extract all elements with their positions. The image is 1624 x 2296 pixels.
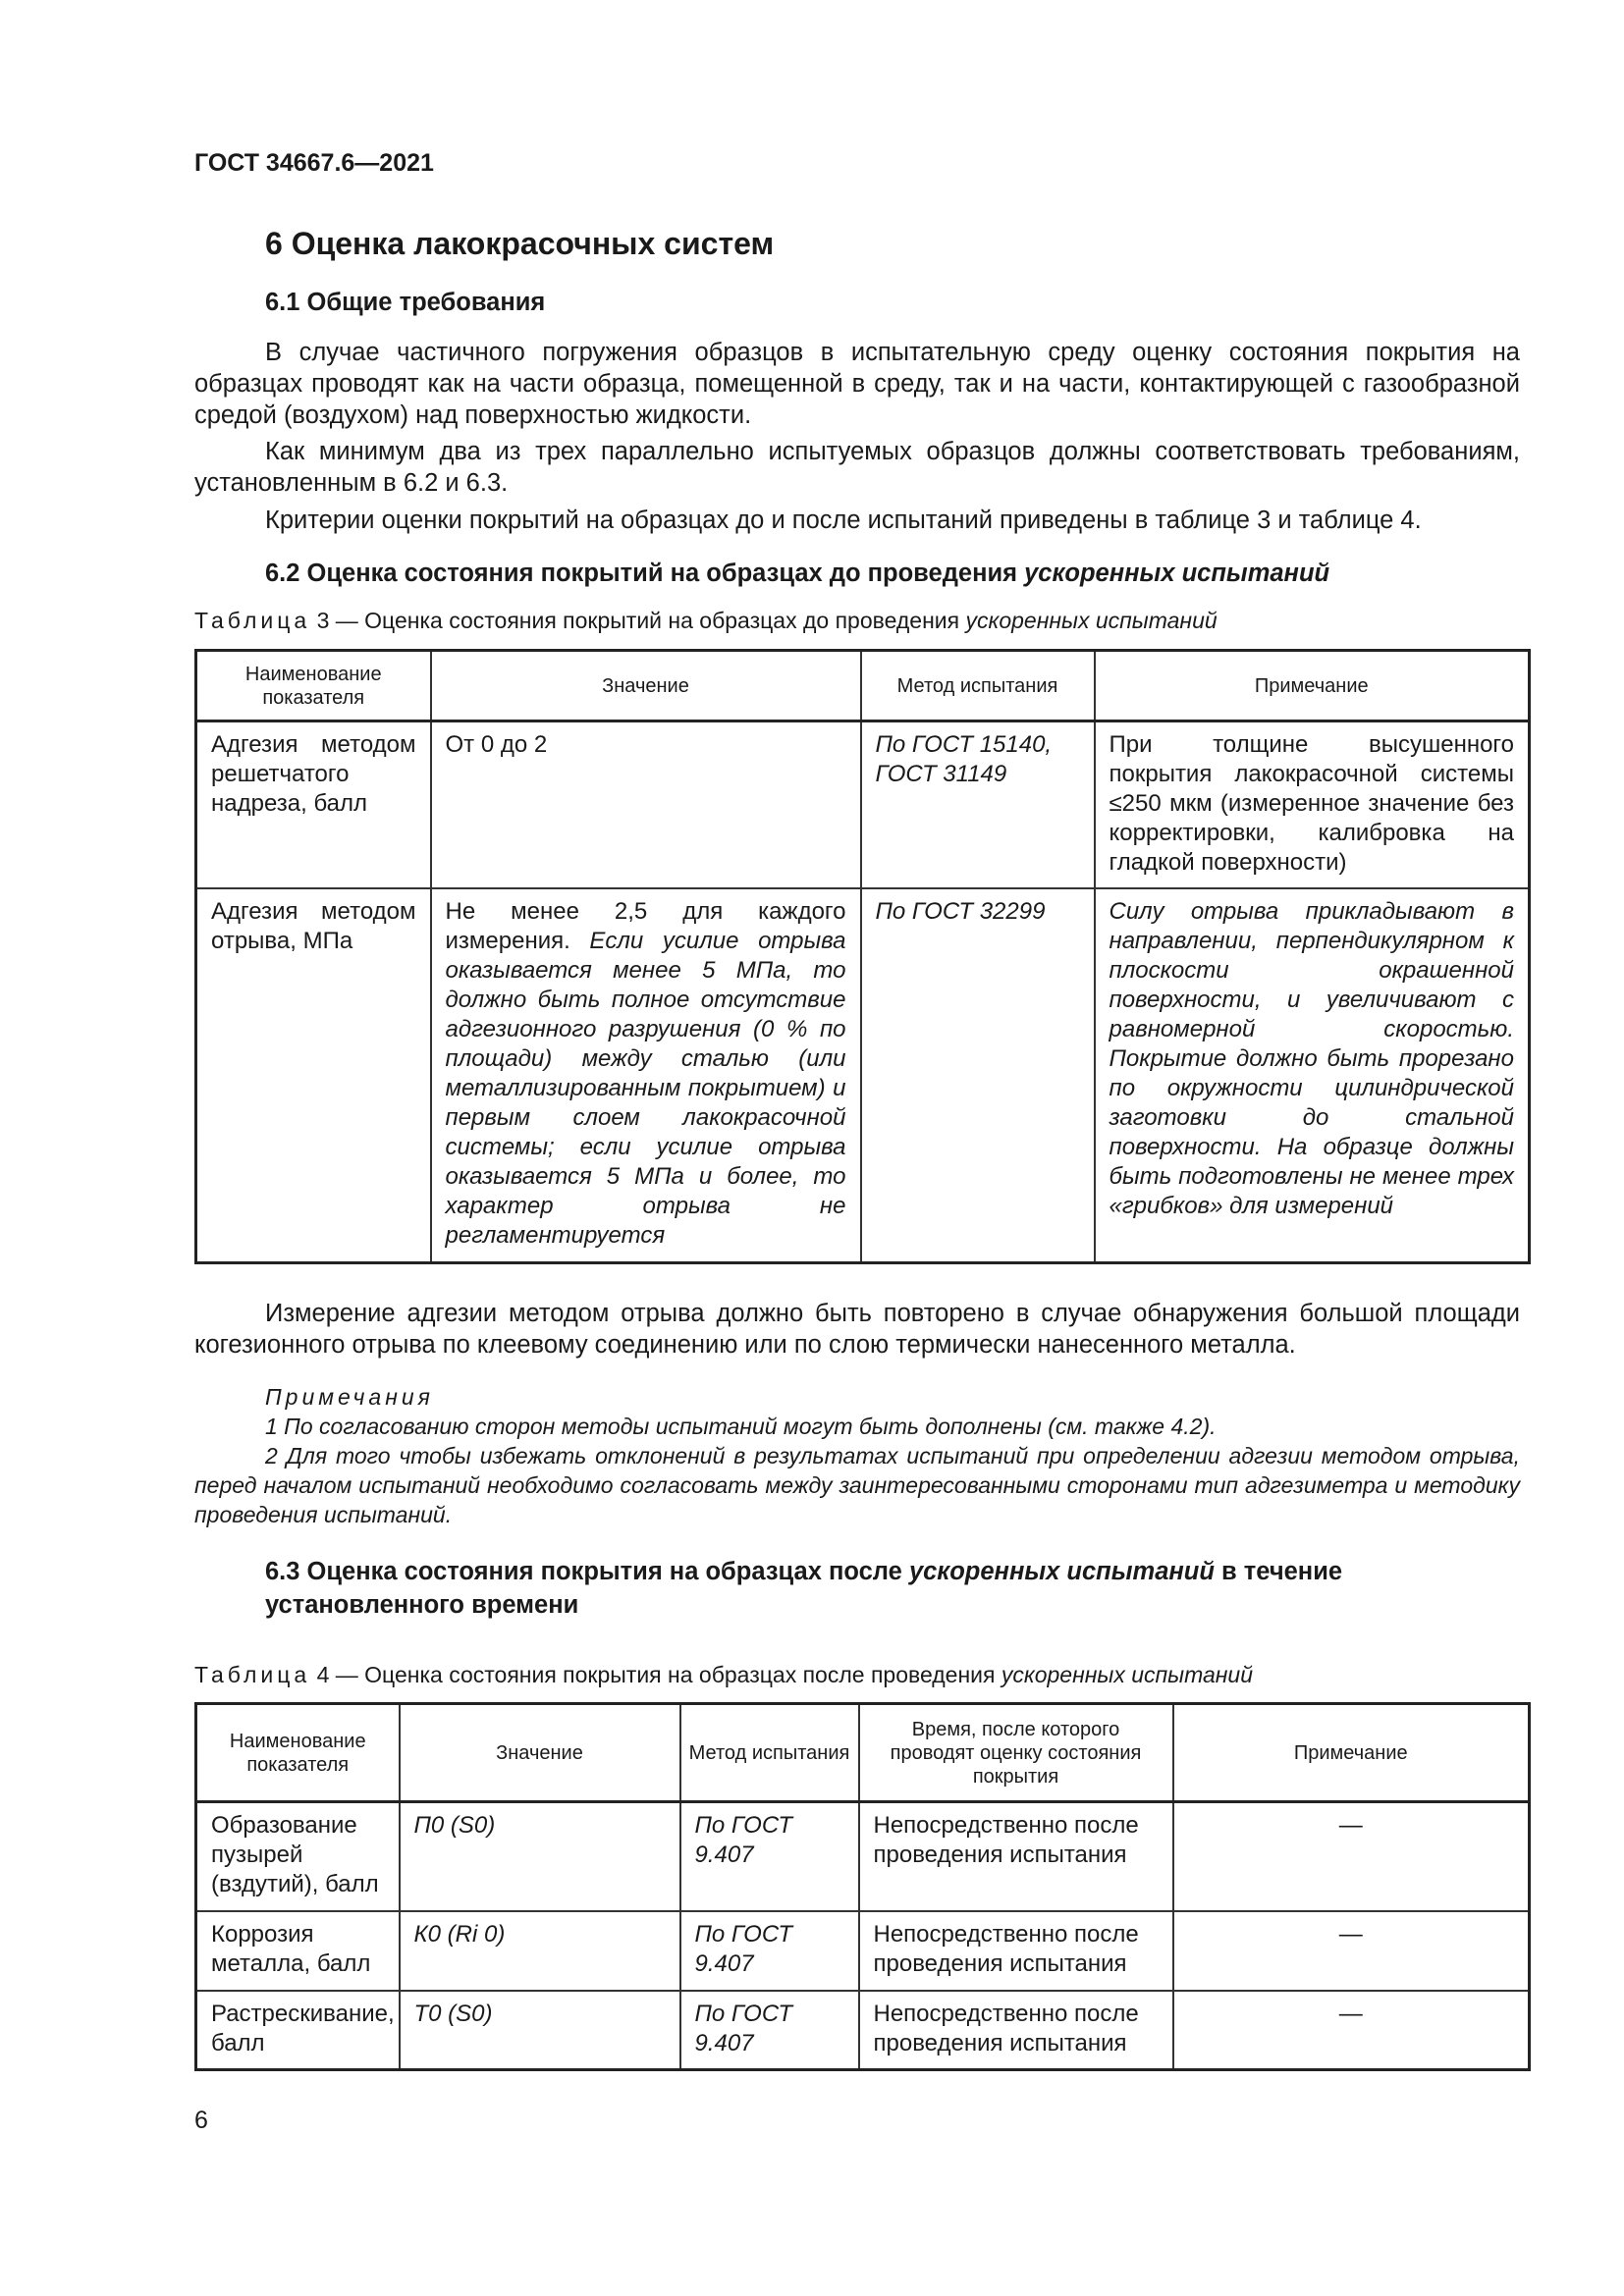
table-3-cell-value xyxy=(431,888,861,1263)
table-4-cell-value: К0 (Ri 0) xyxy=(400,1911,680,1991)
section-6-2-title-italic: ускоренных испытаний xyxy=(1024,560,1330,587)
section-6-3-title-plain-2: в течение установленного времени xyxy=(265,1558,1343,1619)
note-2: 2 Для того чтобы избежать отклонений в результатах испытаний при определении адгезии методом отрыва, перед началом испытаний необходимо согласовать между заинтересованными сторонами тип адгезиметра и методику проведения испытаний. xyxy=(194,1443,1520,1527)
table-4-cell-name: Растрескивание, балл xyxy=(196,1991,400,2070)
table-4-caption-italic: ускоренных испытаний xyxy=(1001,1662,1254,1687)
table-4-header-row xyxy=(196,1704,1530,1802)
table-3-cell-name: Адгезия методом отрыва, МПа xyxy=(196,888,431,1263)
table-3-header-name: Наименование показателя xyxy=(196,651,431,721)
table-4-caption-label: Таблица xyxy=(194,1662,311,1687)
table-row xyxy=(196,1802,1530,1911)
table-row xyxy=(196,888,1530,1263)
table-row xyxy=(196,1911,1530,1991)
table-4-cell-time: Непосредственно после проведения испытания xyxy=(859,1802,1173,1911)
table-3-cell-value-text: Не менее 2,5 для каждого измерения. xyxy=(445,897,846,954)
section-6-3-title xyxy=(265,1555,1492,1622)
table-3-cell-method: По ГОСТ 15140, ГОСТ 31149 xyxy=(861,721,1095,888)
table-3-caption-italic: ускоренных испытаний xyxy=(965,608,1218,633)
table-3-header-value: Значение xyxy=(431,651,861,721)
notes-block xyxy=(194,1382,1520,1529)
section-6-3-title-plain: 6.3 Оценка состояния покрытия на образцах после xyxy=(265,1558,909,1585)
table-row xyxy=(196,721,1530,888)
page-number: 6 xyxy=(194,2107,208,2134)
table-4-header-method: Метод испытания xyxy=(680,1704,859,1802)
section-6-3-title-italic: ускоренных испытаний xyxy=(908,1558,1215,1585)
table-4-header-note: Примечание xyxy=(1173,1704,1530,1802)
table-4-cell-note: — xyxy=(1173,1991,1530,2070)
paragraph-adhesion-repeat: Измерение адгезии методом отрыва должно быть повторено в случае обнаружения большой площади когезионного отрыва по клеевому соединению или по слою термически нанесенного металла. xyxy=(194,1300,1520,1359)
table-3-header-note: Примечание xyxy=(1095,651,1530,721)
document-code: ГОСТ 34667.6—2021 xyxy=(194,149,434,177)
table-4-cell-method: По ГОСТ 9.407 xyxy=(680,1802,859,1911)
table-4-caption-text: 4 — Оценка состояния покрытия на образцах после проведения xyxy=(310,1662,1001,1687)
section-6-2-title xyxy=(265,560,1329,588)
table-4 xyxy=(194,1702,1531,2071)
table-3-cell-value-text: От 0 до 2 xyxy=(445,731,548,758)
table-4-cell-note: — xyxy=(1173,1802,1530,1911)
table-3-header-row xyxy=(196,651,1530,721)
table-4-header-name: Наименование показателя xyxy=(196,1704,400,1802)
paragraph-two-of-three: Как минимум два из трех параллельно испытуемых образцов должны соответствовать требованиям, установленным в 6.2 и 6.3. xyxy=(194,438,1520,497)
table-4-cell-value: Т0 (S0) xyxy=(400,1991,680,2070)
table-4-header-time: Время, после которого проводят оценку состояния покрытия xyxy=(859,1704,1173,1802)
table-3-caption-label: Таблица xyxy=(194,608,311,633)
table-4-caption xyxy=(194,1662,1253,1688)
section-6-2-title-plain: 6.2 Оценка состояния покрытий на образцах до проведения xyxy=(265,560,1025,587)
table-3-cell-method: По ГОСТ 32299 xyxy=(861,888,1095,1263)
table-3-cell-value xyxy=(431,721,861,888)
note-1: 1 По согласованию сторон методы испытаний могут быть дополнены (см. также 4.2). xyxy=(265,1414,1217,1439)
table-4-cell-time: Непосредственно после проведения испытания xyxy=(859,1911,1173,1991)
table-3-cell-value-italic: Если усилие отрыва оказывается менее 5 МПа, то должно быть полное отсутствие адгезионного разрушения (0 % по площади) между сталью (или металлизированным покрытием) и первым слоем лакокрасочной системы; если усилие отрыва оказывается 5 МПа и более, то характер отрыва не регламентируется xyxy=(445,927,846,1249)
table-3-cell-name: Адгезия методом решетчатого надреза, балл xyxy=(196,721,431,888)
table-row xyxy=(196,1991,1530,2070)
paragraph-criteria: Критерии оценки покрытий на образцах до и после испытаний приведены в таблице 3 и таблице 4. xyxy=(265,507,1422,534)
table-4-cell-time: Непосредственно после проведения испытания xyxy=(859,1991,1173,2070)
table-4-cell-method: По ГОСТ 9.407 xyxy=(680,1911,859,1991)
section-6-title: 6 Оценка лакокрасочных систем xyxy=(265,226,775,261)
table-3-cell-note: При толщине высушенного покрытия лакокрасочной системы ≤250 мкм (измеренное значение без корректировки, калибровка на гладкой поверхности) xyxy=(1095,721,1530,888)
notes-title: Примечания xyxy=(265,1384,434,1410)
table-4-cell-value: П0 (S0) xyxy=(400,1802,680,1911)
table-3-header-method: Метод испытания xyxy=(861,651,1095,721)
table-3-cell-note: Силу отрыва прикладывают в направлении, перпендикулярном к плоскости окрашенной поверхности, и увеличивают с равномерной скоростью. Покрытие должно быть прорезано по окружности цилиндрической заготовки до стальной поверхности. На образце должны быть подготовлены не менее трех «грибков» для измерений xyxy=(1095,888,1530,1263)
table-4-cell-note: — xyxy=(1173,1911,1530,1991)
table-4-cell-method: По ГОСТ 9.407 xyxy=(680,1991,859,2070)
section-6-1-title: 6.1 Общие требования xyxy=(265,289,546,316)
paragraph-partial-immersion: В случае частичного погружения образцов в испытательную среду оценку состояния покрытия на образцах проводят как на части образца, помещенной в среду, так и на части, контактирующей с газообразной средой (воздухом) над поверхностью жидкости. xyxy=(194,339,1520,429)
table-3-caption-text: 3 — Оценка состояния покрытий на образцах до проведения xyxy=(310,608,966,633)
table-4-header-value: Значение xyxy=(400,1704,680,1802)
table-4-cell-name: Коррозия металла, балл xyxy=(196,1911,400,1991)
table-3-caption xyxy=(194,608,1218,634)
table-3 xyxy=(194,649,1531,1264)
table-4-cell-name: Образование пузырей (вздутий), балл xyxy=(196,1802,400,1911)
